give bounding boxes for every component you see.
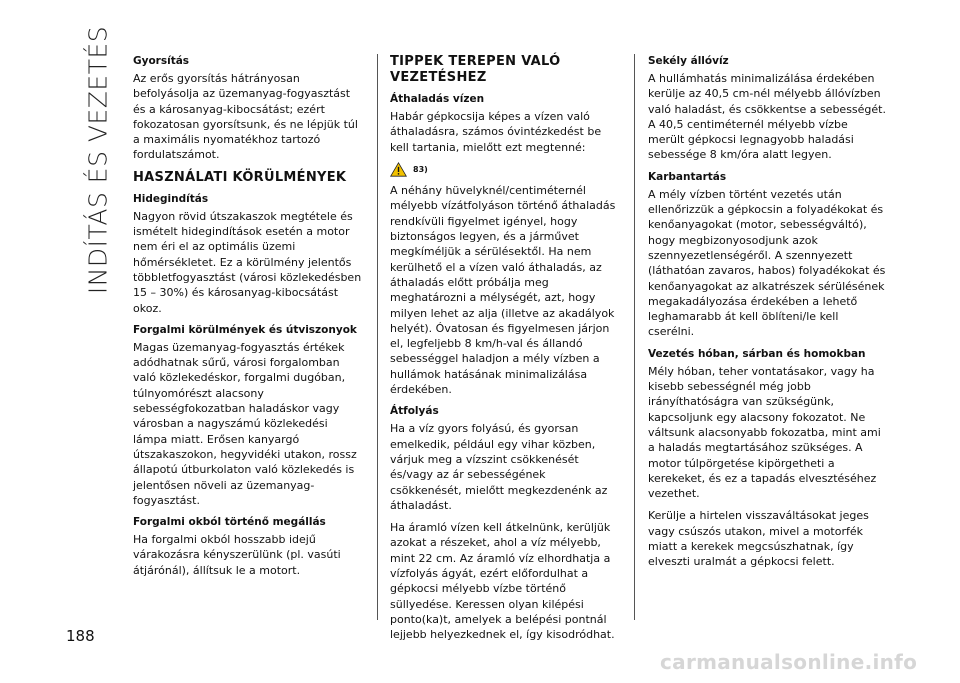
paragraph-water-depth: A néhány hüvelyknél/centiméternél mélyebb vízátfolyáson történő áthaladás rendkívüli figyelmet igényel, hogy biztonságos legyen, és a járművet megkíméljük a sérülésektől. Ha nem kerülhető el a vízen való áthaladás, az áthaladás előtt próbálja meg meghatározni a mélységét, azt, hogy milyen lehet az alja (illetve az akadályok helyét). Óvatosan és figyelmesen járjon el, legfeljebb 8 km/h-val és állandó sebességgel haladjon a mély vízben a hullámok hatásának minimalizálása érdekében. <box>390 184 616 397</box>
heading-snow-mud-sand: Vezetés hóban, sárban és homokban <box>648 347 866 360</box>
heading-shallow-water: Sekély állóvíz <box>648 55 729 67</box>
paragraph-snow-1: Mély hóban, teher vontatásakor, vagy ha kisebb sebességnél még jobb irányíthatóságra van szükségünk, kapcsoljunk egy alacsony fokozatot. Ne váltsunk alacsonyabb fokozatba, mint ami a haladás megtartásához szükséges. A motor túlpörgetése kipörgetheti a kerekeket, és ez a tapadás elvesztéséhez vezethet. <box>648 364 881 501</box>
column-divider-1 <box>377 54 378 620</box>
heading-stops: Forgalmi okból történő megállás <box>133 516 326 529</box>
warning-reference: 83) <box>413 164 428 174</box>
chapter-title-text: INDÍTÁS ÉS VEZETÉS <box>83 25 113 295</box>
paragraph-acceleration: Az erős gyorsítás hátrányosan befolyásolja az üzemanyag-fogyasztást és a károsanyag-kibocsátást; ezért fokozatosan gyorsítsunk, és ne lépjük túl a maximális nyomatékhoz tartozó fordulatszámot. <box>133 72 358 162</box>
warning-icon <box>390 162 407 177</box>
watermark: carmanualsonline.info <box>660 650 918 674</box>
heading-maintenance: Karbantartás <box>648 170 727 183</box>
heading-water-crossing: Áthaladás vízen <box>390 93 485 105</box>
section-heading-conditions: HASZNÁLATI KÖRÜLMÉNYEK <box>133 169 347 185</box>
chapter-side-title <box>68 25 128 295</box>
column-divider-2 <box>634 54 635 620</box>
column-1 <box>133 54 363 585</box>
paragraph-snow-2: Kerülje a hirtelen visszaváltásokat jeges vagy csúszós utakon, mivel a motorfék miatt a kerekek megcsúszhatnak, így elveszti uralmát a gépkocsi felett. <box>648 509 869 569</box>
paragraph-water-crossing: Habár gépkocsija képes a vízen való áthaladásra, számos óvintézkedést be kell tartania, mielőtt ezt megtenné: <box>390 110 602 154</box>
paragraph-ford-2: Ha áramló vízen kell átkelnünk, kerüljük azokat a részeket, ahol a víz mélyebb, mint 22 cm. Az áramló víz elhordhatja a vízfolyás ágyát, ezért előfordulhat a gépkocsi mélyebb vízbe történő süllyedése. Keressen olyan kilépési ponto(ka)t, amelyek a belépési pontnál lejjebb helyezkednek el, így kisodródhat. <box>390 521 615 642</box>
heading-cold-start: Hidegindítás <box>133 192 209 205</box>
column-2 <box>390 54 620 650</box>
column-3 <box>648 54 886 577</box>
paragraph-stops: Ha forgalmi okból hosszabb idejű várakozásra kényszerülünk (pl. vasúti átjárónál), állítsuk le a motort. <box>133 533 341 577</box>
warning-note <box>390 162 620 177</box>
paragraph-cold-start: Nagyon rövid útszakaszok megtétele és ismételt hidegindítások esetén a motor nem éri el az optimális üzemi hőmérsékletet. Ez a körülmény jelentős többletfogyasztást (városi közlekedésben 15 – 30%) és károsanyag-kibocsátást okoz. <box>133 209 362 315</box>
paragraph-maintenance: A mély vízben történt vezetés után ellenőrizzük a gépkocsin a folyadékokat és kenőanyagokat (motor, sebességváltó), hogy megbizonyosodjunk azok szennyezetlenségéről. A szennyezett (láthatóan zavaros, habos) folyadékokat és kenőanyagokat az alkatrészek sérülésének megakadályozása érdekében a lehető leghamarabb át kell öblíteni/le kell cserélni. <box>648 187 886 339</box>
heading-acceleration: Gyorsítás <box>133 55 190 67</box>
section-heading-offroad: TIPPEK TEREPEN VALÓ VEZETÉSHEZ <box>390 54 561 85</box>
heading-traffic: Forgalmi körülmények és útviszonyok <box>133 323 357 336</box>
paragraph-traffic: Magas üzemanyag-fogyasztás értékek adódhatnak sűrű, városi forgalomban való közlekedéskor, forgalmi dugóban, túlnyomórészt alacsony sebességfokozatban haladáskor vagy városban a nagyszámú közlekedési lámpa miatt. Erősen kanyargó útszakaszokon, hegyvidéki utakon, rossz állapotú útburkolaton való közlekedés is jelentősen növeli az üzemanyag-fogyasztást. <box>133 340 357 507</box>
heading-ford: Átfolyás <box>390 405 439 418</box>
paragraph-shallow-water: A hullámhatás minimalizálása érdekében kerülje az 40,5 cm-nél mélyebb állóvízben való haladást, és csökkentse a sebességét. A 40,5 centiméternél mélyebb vízbe merült gépkocsi legnagyobb haladási sebessége 8 km/óra alatt legyen. <box>648 72 886 162</box>
paragraph-ford-1: Ha a víz gyors folyású, és gyorsan emelkedik, például egy vihar közben, várjuk meg a vízszint csökkenését és/vagy az ár sebességének csökkenését, mielőtt megkezdenénk az áthaladást. <box>390 422 608 512</box>
page-number: 188 <box>66 627 95 645</box>
